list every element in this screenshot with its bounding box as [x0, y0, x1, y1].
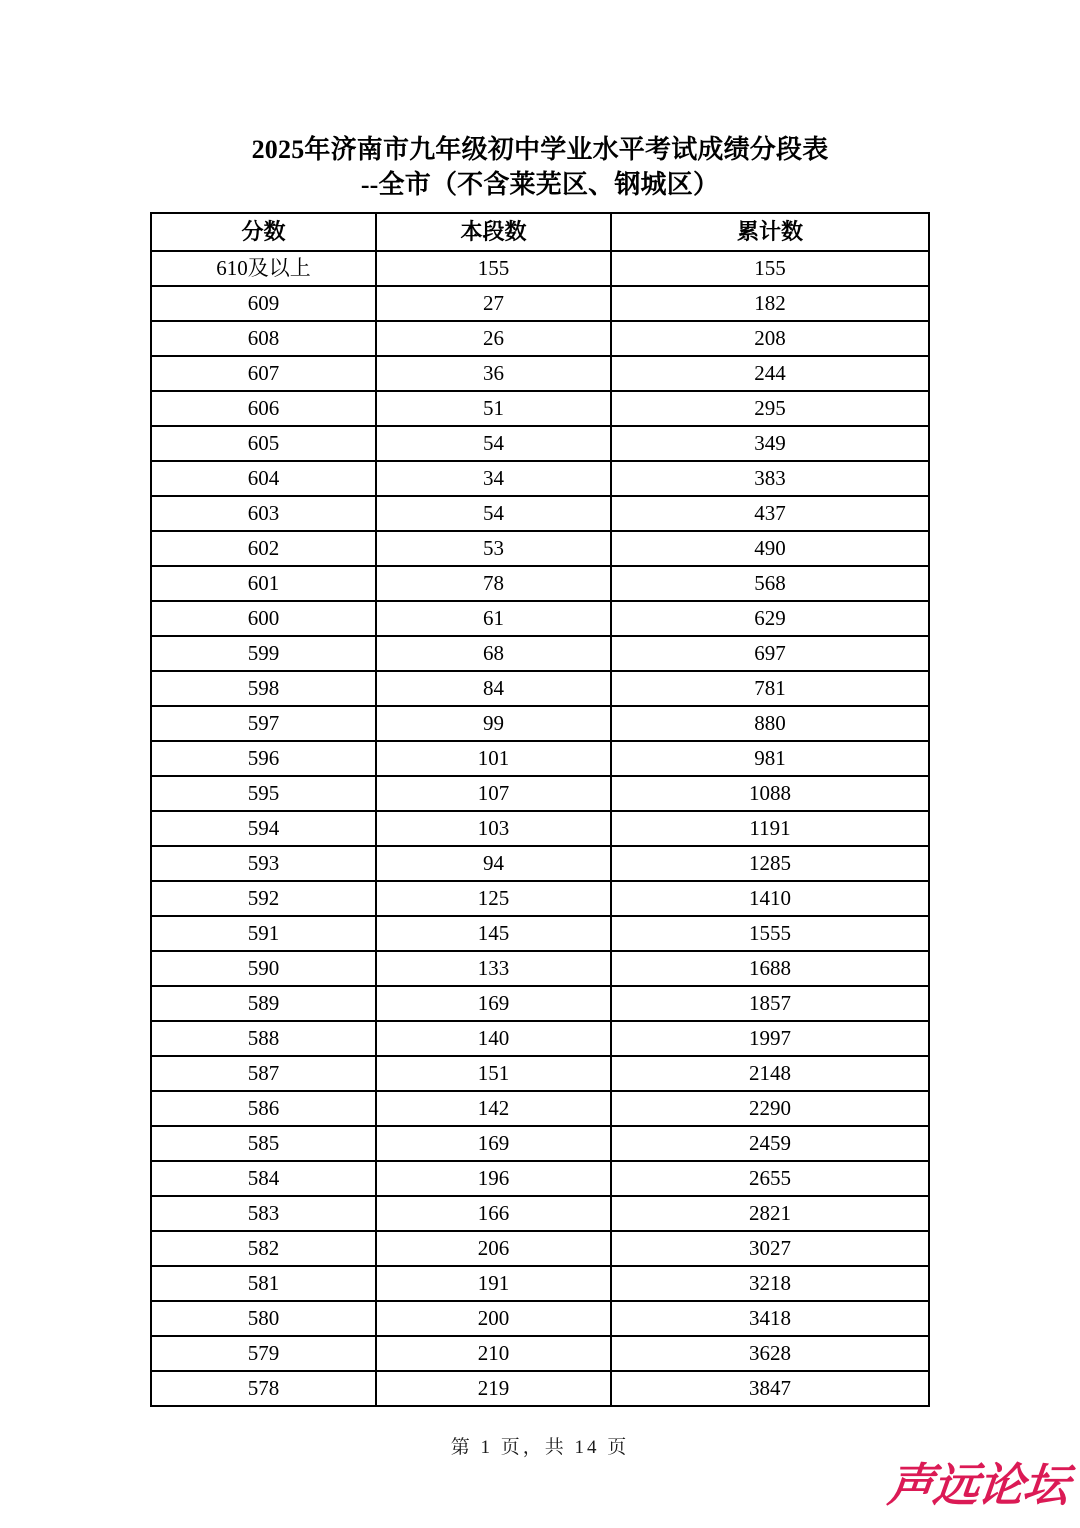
cell-band-count: 54: [376, 496, 611, 531]
table-row: [151, 601, 929, 636]
watermark-label: 声远论坛: [885, 1458, 1071, 1512]
cell-score: 595: [151, 776, 376, 811]
title-line-secondary: --全市（不含莱芜区、钢城区）: [360, 170, 720, 199]
table-row: [151, 251, 929, 286]
score-distribution-table: [150, 212, 930, 1407]
table-header: [151, 213, 929, 251]
cell-score: 597: [151, 706, 376, 741]
table-row: [151, 1161, 929, 1196]
table-row: [151, 1126, 929, 1161]
table-row: [151, 426, 929, 461]
cell-band-count: 206: [376, 1231, 611, 1266]
cell-score: 593: [151, 846, 376, 881]
cell-cumulative-count: 3628: [611, 1336, 929, 1371]
cell-score: 598: [151, 671, 376, 706]
cell-band-count: 61: [376, 601, 611, 636]
cell-band-count: 103: [376, 811, 611, 846]
table-row: [151, 1301, 929, 1336]
table-row: [151, 846, 929, 881]
cell-score: 601: [151, 566, 376, 601]
cell-score: 606: [151, 391, 376, 426]
table-row: [151, 461, 929, 496]
table-row: [151, 706, 929, 741]
table-row: [151, 776, 929, 811]
cell-score: 580: [151, 1301, 376, 1336]
title-line-primary: 2025年济南市九年级初中学业水平考试成绩分段表: [251, 135, 829, 164]
cell-cumulative-count: 3418: [611, 1301, 929, 1336]
table-row: [151, 286, 929, 321]
cell-cumulative-count: 2821: [611, 1196, 929, 1231]
table-row: [151, 566, 929, 601]
table-row: [151, 1021, 929, 1056]
table-row: [151, 636, 929, 671]
cell-band-count: 169: [376, 1126, 611, 1161]
table-row: [151, 531, 929, 566]
cell-cumulative-count: 880: [611, 706, 929, 741]
cell-score: 610及以上: [151, 251, 376, 286]
table-row: [151, 321, 929, 356]
cell-band-count: 196: [376, 1161, 611, 1196]
cell-score: 589: [151, 986, 376, 1021]
cell-band-count: 107: [376, 776, 611, 811]
cell-score: 607: [151, 356, 376, 391]
cell-cumulative-count: 349: [611, 426, 929, 461]
table-row: [151, 356, 929, 391]
cell-band-count: 68: [376, 636, 611, 671]
cell-cumulative-count: 981: [611, 741, 929, 776]
table-body: [151, 251, 929, 1406]
table-row: [151, 496, 929, 531]
table-row: [151, 811, 929, 846]
table-row: [151, 671, 929, 706]
cell-band-count: 142: [376, 1091, 611, 1126]
cell-cumulative-count: 1555: [611, 916, 929, 951]
cell-band-count: 51: [376, 391, 611, 426]
cell-score: 608: [151, 321, 376, 356]
cell-cumulative-count: 3218: [611, 1266, 929, 1301]
cell-score: 599: [151, 636, 376, 671]
cell-band-count: 169: [376, 986, 611, 1021]
cell-score: 596: [151, 741, 376, 776]
cell-cumulative-count: 490: [611, 531, 929, 566]
column-header-cumulative-count: 累计数: [611, 213, 929, 251]
cell-score: 584: [151, 1161, 376, 1196]
cell-cumulative-count: 1285: [611, 846, 929, 881]
table-row: [151, 986, 929, 1021]
cell-cumulative-count: 437: [611, 496, 929, 531]
table-row: [151, 1091, 929, 1126]
cell-score: 579: [151, 1336, 376, 1371]
cell-cumulative-count: 383: [611, 461, 929, 496]
cell-band-count: 145: [376, 916, 611, 951]
cell-band-count: 151: [376, 1056, 611, 1091]
cell-band-count: 219: [376, 1371, 611, 1406]
cell-score: 605: [151, 426, 376, 461]
cell-band-count: 133: [376, 951, 611, 986]
cell-score: 591: [151, 916, 376, 951]
cell-score: 587: [151, 1056, 376, 1091]
cell-band-count: 200: [376, 1301, 611, 1336]
cell-cumulative-count: 1997: [611, 1021, 929, 1056]
table-row: [151, 741, 929, 776]
cell-score: 604: [151, 461, 376, 496]
cell-score: 588: [151, 1021, 376, 1056]
table-row: [151, 391, 929, 426]
cell-score: 590: [151, 951, 376, 986]
cell-score: 603: [151, 496, 376, 531]
cell-cumulative-count: 1688: [611, 951, 929, 986]
cell-band-count: 54: [376, 426, 611, 461]
cell-score: 602: [151, 531, 376, 566]
site-watermark: [856, 1454, 1071, 1516]
cell-cumulative-count: 1410: [611, 881, 929, 916]
table-row: [151, 951, 929, 986]
table-row: [151, 1336, 929, 1371]
cell-band-count: 191: [376, 1266, 611, 1301]
cell-cumulative-count: 2290: [611, 1091, 929, 1126]
cell-band-count: 84: [376, 671, 611, 706]
cell-score: 592: [151, 881, 376, 916]
page-number-footer: 第 1 页，共 14 页: [450, 1437, 630, 1458]
table-row: [151, 1231, 929, 1266]
cell-score: 578: [151, 1371, 376, 1406]
table-row: [151, 1056, 929, 1091]
cell-cumulative-count: 295: [611, 391, 929, 426]
cell-band-count: 140: [376, 1021, 611, 1056]
cell-score: 582: [151, 1231, 376, 1266]
cell-cumulative-count: 2655: [611, 1161, 929, 1196]
cell-cumulative-count: 208: [611, 321, 929, 356]
cell-band-count: 27: [376, 286, 611, 321]
cell-cumulative-count: 781: [611, 671, 929, 706]
table-row: [151, 1371, 929, 1406]
cell-cumulative-count: 244: [611, 356, 929, 391]
cell-band-count: 125: [376, 881, 611, 916]
table-row: [151, 881, 929, 916]
cell-band-count: 99: [376, 706, 611, 741]
cell-score: 583: [151, 1196, 376, 1231]
cell-cumulative-count: 568: [611, 566, 929, 601]
cell-cumulative-count: 155: [611, 251, 929, 286]
cell-score: 609: [151, 286, 376, 321]
table-row: [151, 1196, 929, 1231]
column-header-score: 分数: [151, 213, 376, 251]
cell-band-count: 78: [376, 566, 611, 601]
cell-band-count: 101: [376, 741, 611, 776]
cell-score: 586: [151, 1091, 376, 1126]
cell-band-count: 94: [376, 846, 611, 881]
cell-score: 600: [151, 601, 376, 636]
cell-cumulative-count: 1857: [611, 986, 929, 1021]
cell-cumulative-count: 3847: [611, 1371, 929, 1406]
cell-band-count: 26: [376, 321, 611, 356]
cell-band-count: 53: [376, 531, 611, 566]
cell-band-count: 34: [376, 461, 611, 496]
cell-score: 581: [151, 1266, 376, 1301]
cell-score: 585: [151, 1126, 376, 1161]
cell-band-count: 210: [376, 1336, 611, 1371]
cell-cumulative-count: 182: [611, 286, 929, 321]
table-header-row: [151, 213, 929, 251]
table-row: [151, 1266, 929, 1301]
cell-cumulative-count: 3027: [611, 1231, 929, 1266]
cell-cumulative-count: 629: [611, 601, 929, 636]
cell-score: 594: [151, 811, 376, 846]
cell-cumulative-count: 1191: [611, 811, 929, 846]
cell-band-count: 36: [376, 356, 611, 391]
cell-cumulative-count: 2148: [611, 1056, 929, 1091]
cell-cumulative-count: 697: [611, 636, 929, 671]
cell-cumulative-count: 2459: [611, 1126, 929, 1161]
column-header-band-count: 本段数: [376, 213, 611, 251]
cell-cumulative-count: 1088: [611, 776, 929, 811]
table-row: [151, 916, 929, 951]
cell-band-count: 155: [376, 251, 611, 286]
cell-band-count: 166: [376, 1196, 611, 1231]
document-title: [0, 132, 1080, 202]
